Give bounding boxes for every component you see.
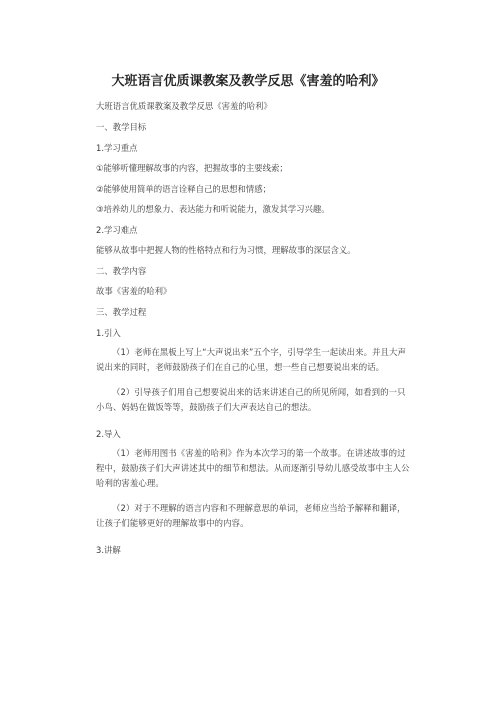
subheading-difficulties: 2.学习难点 (96, 225, 138, 235)
introduction-paragraph-1: （1）老师在黑板上写上“大声说出来”五个字，引导学生一起读出来。并且大声说出来的同时，老师鼓励孩子们在自己的心里，想一些自己想要说出来的话。 (96, 347, 406, 372)
section-heading-process: 三、教学过程 (96, 307, 147, 317)
content-text: 故事《害羞的哈利》 (96, 286, 172, 296)
difficulty-text: 能够从故事中把握人物的性格特点和行为习惯，理解故事的深层含义。 (96, 245, 356, 255)
key-point-2: ②能够使用简单的语言诠释自己的思想和情感； (96, 184, 272, 194)
lead-in-paragraph-1: （1）老师用图书《害羞的哈利》作为本次学习的第一个故事。在讲述故事的过程中，鼓励孩子们大声讲述其中的细节和想法。从而逐渐引导幼儿感受故事中主人公哈利的害羞心理。 (96, 448, 410, 488)
section-heading-content: 二、教学内容 (96, 266, 147, 276)
subheading-lead-in: 2.导入 (96, 429, 121, 439)
subheading-explanation: 3.讲解 (96, 545, 121, 555)
introduction-paragraph-2: （2）引导孩子们用自己想要说出来的话来讲述自己的所见所闻，如看到的一只小鸟、妈妈在做饭等等，鼓励孩子们大声表达自己的想法。 (96, 387, 406, 412)
section-heading-objectives: 一、教学目标 (96, 122, 147, 132)
lead-in-paragraph-2: （2）对于不理解的语言内容和不理解意思的单词，老师应当给予解释和翻译，让孩子们能够更好的理解故事中的内容。 (96, 503, 406, 528)
key-point-3: ③培养幼儿的想象力、表达能力和听说能力，激发其学习兴趣。 (96, 204, 330, 214)
document-subtitle: 大班语言优质课教案及教学反思《害羞的哈利》 (96, 101, 272, 111)
subheading-key-points: 1.学习重点 (96, 143, 138, 153)
document-title: 大班语言优质课教案及教学反思《害羞的哈利》 (111, 74, 385, 89)
key-point-1: ①能够听懂理解故事的内容，把握故事的主要线索； (96, 163, 288, 173)
subheading-introduction: 1.引入 (96, 328, 121, 338)
